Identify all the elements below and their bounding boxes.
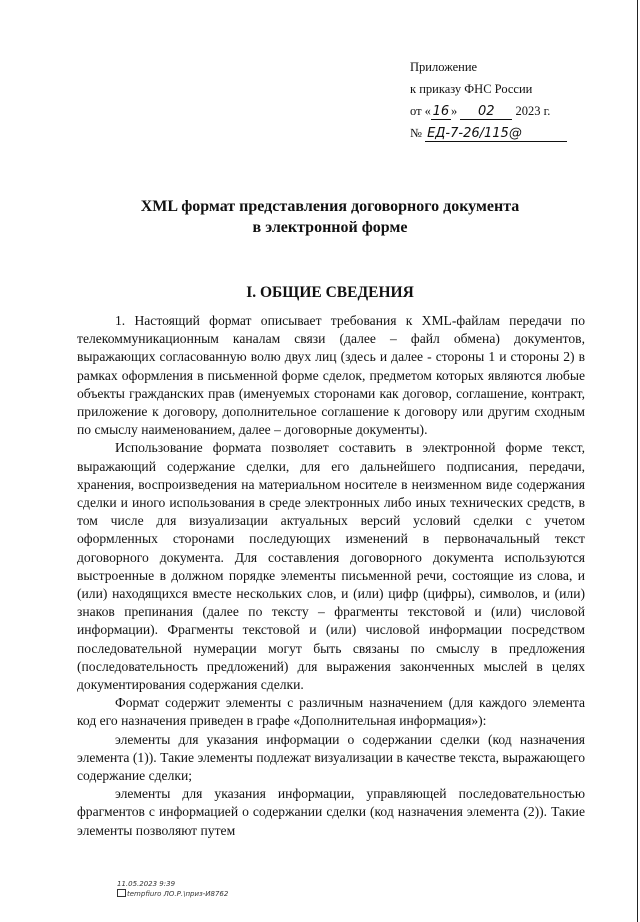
document-title-line-1: XML формат представления договорного документа [140, 198, 520, 215]
paragraph: элементы для указания информации, управляющей последовательностью фрагментов с информацией о содержании сделки (код назначения элемента (2)). Такие элементы позволяют путем [77, 786, 585, 838]
handwritten-day: 16 [432, 104, 450, 119]
handwritten-order-number: ЕД-7-26/115@ [425, 127, 567, 142]
paragraph: 1. Настоящий формат описывает требования к XML-файлам передачи по телекоммуникационным каналам связи (далее – файл обмена) документов, выражающих согласованную волю двух лиц (здесь и далее - стороны 1 и стороны 2) в рамках оформления в письменной форме сделок, предметом которых являются любые объекты гражданских прав (именуемых сторонами как договор, соглашение, контракт, приложение к договору, дополнительное соглашение к договору или другим сходным по смыслу наименованием, далее – договорные документы). [77, 313, 585, 438]
document-title-line-2: в электронной форме [252, 219, 408, 236]
document-title [60, 196, 600, 238]
section-heading: I. ОБЩИЕ СВЕДЕНИЯ [246, 284, 414, 301]
page-edge [637, 0, 638, 922]
document-body [77, 312, 585, 840]
appendix-label: Приложение [410, 60, 478, 74]
footer-stamp [117, 880, 228, 899]
order-date: от « 16 » 02 2023 г. [410, 104, 551, 119]
order-number: № ЕД-7-26/115@ [410, 122, 630, 144]
footer-path-line [117, 889, 228, 899]
footer-timestamp: 11.05.2023 9:39 [117, 880, 176, 888]
footer-path: tempfiuro ЛО.Р.\приз-И8762 [127, 890, 229, 898]
paragraph: Использование формата позволяет составить в электронной форме текст, выражающий содержание сделки, для его дальнейшего подписания, передачи, хранения, воспроизведения на материальном носителе в неизменном виде содержания сделки и иного использования в среде электронных либо иных технических средств, в том числе для визуализации актуальных версий условий сделки с учетом оформленных сторонами последующих изменений в первоначальный текст договорного документа. Для составления договорного документа используются выстроенные в должном порядке элементы письменной речи, состоящие из слова, и (или) находящихся вместе нескольких слов, и (или) цифр (цифры), символов, и (или) знаков препинания (далее по тексту – фрагменты текстовой и (или) числовой информации). Фрагменты текстовой и (или) числовой информации посредством последовательной нумерации могут быть связаны по смыслу в предложения (последовательность предложений) для выражения законченных мыслей в целях документирования содержания сделки. [77, 440, 585, 693]
file-icon [117, 889, 126, 897]
appendix-block [410, 56, 630, 144]
paragraph: элементы для указания информации о содержании сделки (код назначения элемента (1)). Такие элементы подлежат визуализации в качестве текста, выражающего содержание сделки; [77, 731, 585, 784]
handwritten-month: 02 [460, 105, 512, 120]
order-reference: к приказу ФНС России [410, 82, 533, 96]
paragraph: Формат содержит элементы с различным назначением (для каждого элемента код его назначения приведен в графе «Дополнительная информация»): [77, 695, 585, 729]
